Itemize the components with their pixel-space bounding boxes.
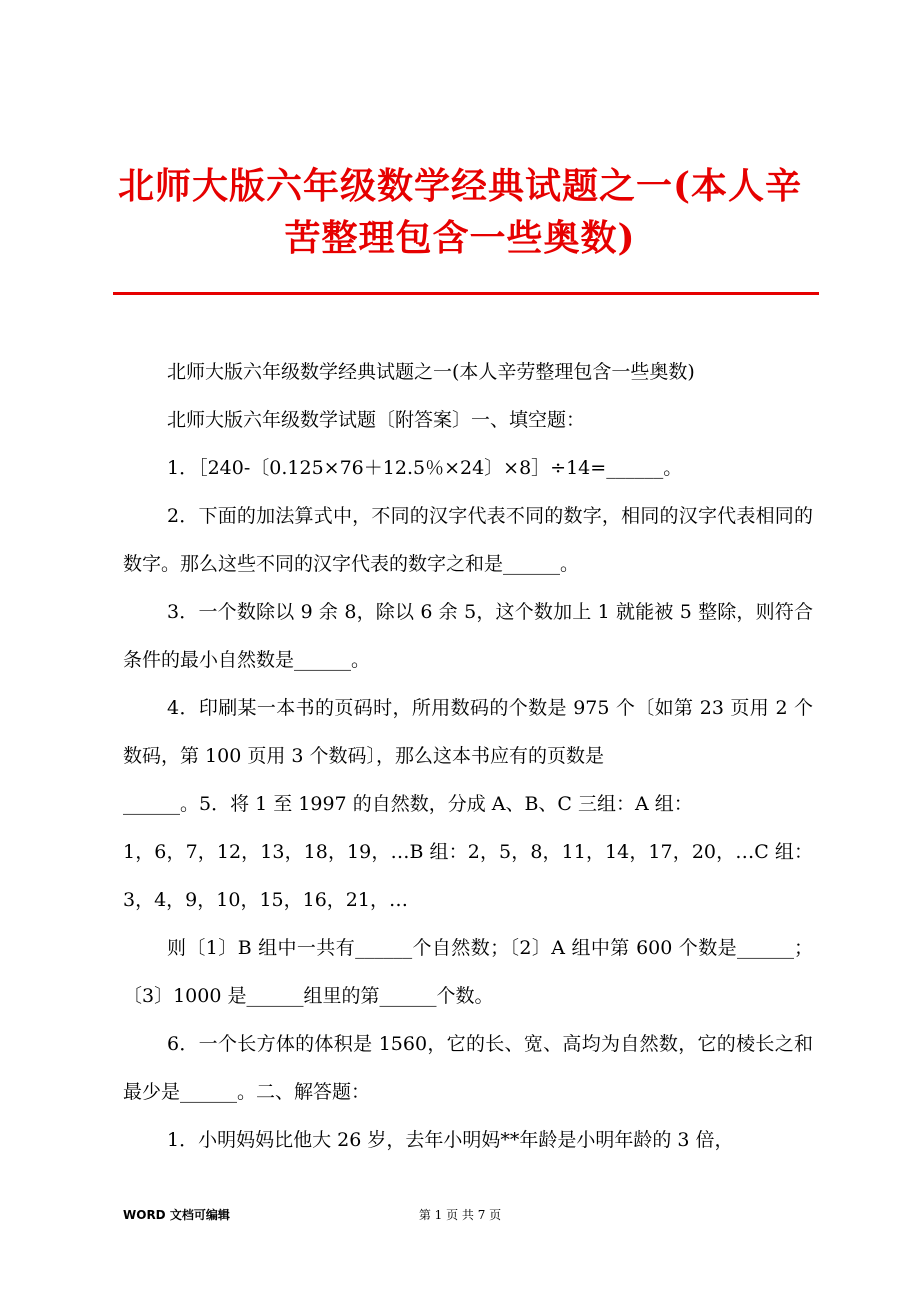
paragraph: 3．一个数除以 9 余 8，除以 6 余 5，这个数加上 1 就能被 5 整除，则符合条件的最小自然数是______。: [123, 601, 813, 671]
page-number: 第 1 页 共 7 页: [418, 1208, 502, 1222]
paragraph: ______。5．将 1 至 1997 的自然数，分成 A、B、C 三组：A 组：: [123, 793, 693, 815]
paragraph: 北师大版六年级数学试题〔附答案〕一、填空题：: [167, 409, 586, 431]
document-title: 北师大版六年级数学经典试题之一(本人辛苦整理包含一些奥数): [117, 165, 803, 259]
paragraph: 4．印刷某一本书的页码时，所用数码的个数是 975 个〔如第 23 页用 2 个数码，第 100 页用 3 个数码〕，那么这本书应有的页数是: [123, 697, 813, 767]
document-body: [123, 348, 813, 1164]
paragraph: 1．［240-〔0.125×76＋12.5％×24〕×8］÷14=______。: [167, 457, 683, 479]
paragraph: 6．一个长方体的体积是 1560，它的长、宽、高均为自然数，它的棱长之和最少是______。二、解答题：: [123, 1033, 813, 1103]
paragraph: 1，6，7，12，13，18，19，…B 组：2，5，8，11，14，17，20，…C 组：3，4，9，10，15，16，21，…: [123, 841, 813, 911]
paragraph: 北师大版六年级数学经典试题之一(本人辛劳整理包含一些奥数): [167, 361, 695, 383]
paragraph: 1．小明妈妈比他大 26 岁，去年小明妈**年龄是小明年龄的 3 倍，: [167, 1129, 734, 1151]
paragraph: 2．下面的加法算式中，不同的汉字代表不同的数字，相同的汉字代表相同的数字。那么这些不同的汉字代表的数字之和是______。: [123, 505, 813, 575]
title-divider: [113, 292, 819, 295]
paragraph: 则〔1〕B 组中一共有______个自然数；〔2〕A 组中第 600 个数是______；〔3〕1000 是______组里的第______个数。: [123, 937, 813, 1007]
footer-editable-note: WORD 文档可编辑: [123, 1208, 230, 1222]
